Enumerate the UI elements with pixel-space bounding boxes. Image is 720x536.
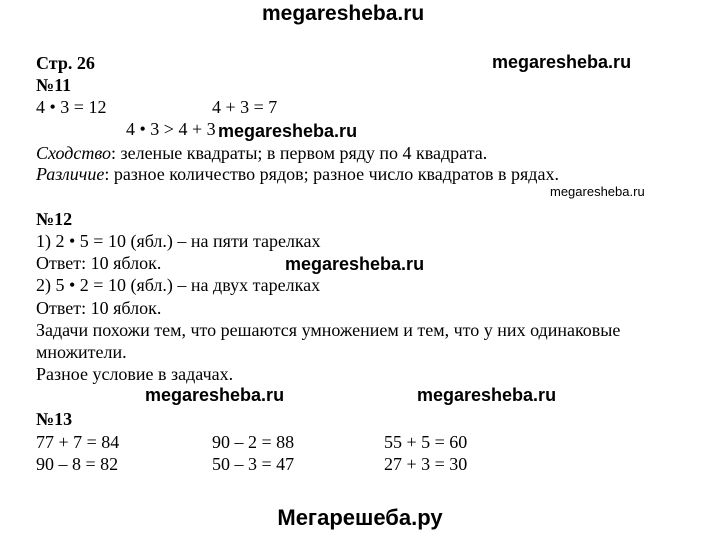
watermark-top: megaresheba.ru <box>262 2 425 25</box>
task13-r1c3: 55 + 5 = 60 <box>384 432 468 452</box>
similarity-text: : зеленые квадраты; в первом ряду по 4 квадрата. <box>110 143 488 163</box>
watermark-left3: megaresheba.ru <box>145 385 285 405</box>
task12-note2: множители. <box>36 342 127 362</box>
task12-number: №12 <box>36 209 73 229</box>
footer-watermark: Мегарешеба.ру <box>277 505 443 530</box>
task11-similarity <box>36 143 487 164</box>
task12-line2: 2) 5 • 2 = 10 (ябл.) – на двух тарелках <box>36 275 321 295</box>
task13-r2c2: 50 – 3 = 47 <box>212 454 295 474</box>
difference-label: Различие <box>36 164 105 184</box>
task11-number: №11 <box>36 75 72 95</box>
task11-eq2: 4 + 3 = 7 <box>212 97 278 117</box>
task11-compare: 4 • 3 > 4 + 3 <box>126 119 216 139</box>
task12-answer2: Ответ: 10 яблок. <box>36 298 162 318</box>
task12-line1: 1) 2 • 5 = 10 (ябл.) – на пяти тарелках <box>36 231 321 251</box>
task13-number: №13 <box>36 409 73 429</box>
task11-difference <box>36 164 559 185</box>
task12-answer1: Ответ: 10 яблок. <box>36 253 162 273</box>
task13-r2c3: 27 + 3 = 30 <box>384 454 468 474</box>
watermark-mid1: megaresheba.ru <box>218 121 358 141</box>
similarity-label: Сходство <box>36 143 111 163</box>
watermark-right3: megaresheba.ru <box>417 385 557 405</box>
watermark-right: megaresheba.ru <box>492 52 632 72</box>
watermark-small: megaresheba.ru <box>550 184 645 199</box>
task11-eq1: 4 • 3 = 12 <box>36 97 107 117</box>
difference-text: : разное количество рядов; разное число квадратов в рядах. <box>104 164 559 184</box>
task12-note3: Разное условие в задачах. <box>36 364 234 384</box>
task13-r1c2: 90 – 2 = 88 <box>212 432 295 452</box>
page-number: Стр. 26 <box>36 53 95 73</box>
task13-r1c1: 77 + 7 = 84 <box>36 432 120 452</box>
task12-note1: Задачи похожи тем, что решаются умножением и тем, что у них одинаковые <box>36 320 621 340</box>
task13-r2c1: 90 – 8 = 82 <box>36 454 119 474</box>
watermark-mid2: megaresheba.ru <box>285 254 425 274</box>
